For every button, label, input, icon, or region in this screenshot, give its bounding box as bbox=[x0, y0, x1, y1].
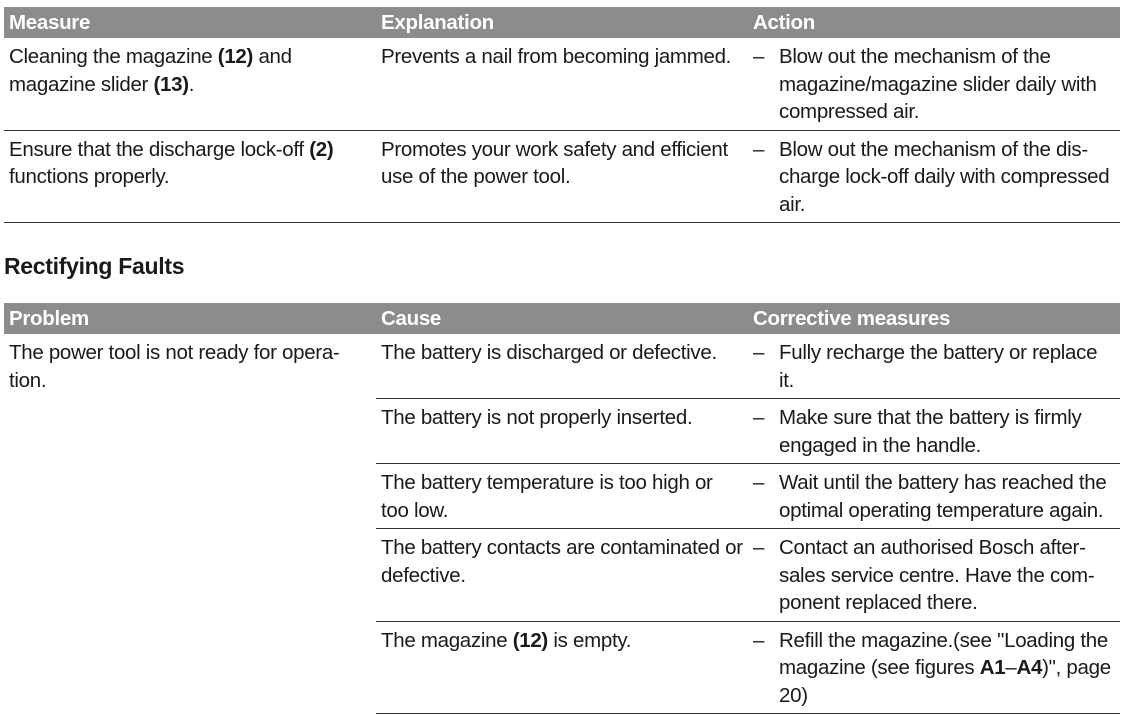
faults-table bbox=[4, 303, 1120, 714]
maintenance-header-row bbox=[4, 7, 1120, 38]
dash-bullet: – bbox=[753, 536, 765, 559]
dash-bullet: – bbox=[753, 628, 765, 652]
measure-cell: Cleaning the magazine (12) and magazine slider (13). bbox=[4, 38, 376, 130]
explanation-cell: Promotes your work safety and efficient use of the power tool. bbox=[376, 130, 748, 223]
dash-bullet: – bbox=[753, 471, 765, 494]
header-measure: Measure bbox=[4, 7, 376, 38]
figure-ref: A1 bbox=[979, 656, 1006, 679]
header-corrective: Corrective measures bbox=[748, 303, 1120, 334]
dash-bullet: – bbox=[753, 406, 765, 429]
measure-cell: Ensure that the discharge lock-off (2) functions properly. bbox=[4, 130, 376, 223]
table-row bbox=[4, 130, 1120, 223]
header-action: Action bbox=[748, 7, 1120, 38]
maintenance-table bbox=[4, 7, 1120, 223]
remedy-cell: – Fully recharge the battery or replace it. bbox=[748, 334, 1120, 399]
explanation-cell: Prevents a nail from becoming jammed. bbox=[376, 38, 748, 130]
dash-bullet: – bbox=[753, 137, 765, 161]
action-cell: – Blow out the mechanism of the dis-charge lock-off daily with compressed air. bbox=[748, 130, 1120, 223]
part-ref: (12) bbox=[512, 628, 548, 652]
action-cell: – Blow out the mechanism of the magazine/magazine slider daily with compressed air. bbox=[748, 38, 1120, 130]
faults-header-row bbox=[4, 303, 1120, 334]
figure-ref: A4 bbox=[1016, 656, 1043, 679]
cause-cell: The magazine (12) is empty. bbox=[376, 621, 748, 714]
header-problem: Problem bbox=[4, 303, 376, 334]
part-ref: (12) bbox=[217, 45, 254, 68]
cause-cell: The battery contacts are contaminated or defective. bbox=[376, 529, 748, 622]
cause-cell: The battery is discharged or defective. bbox=[376, 334, 748, 399]
cause-cell: The battery is not properly inserted. bbox=[376, 399, 748, 464]
header-cause: Cause bbox=[376, 303, 748, 334]
remedy-cell: – Contact an authorised Bosch after-sales service centre. Have the com-ponent replaced there. bbox=[748, 529, 1120, 622]
header-explanation: Explanation bbox=[376, 7, 748, 38]
dash-bullet: – bbox=[753, 341, 765, 364]
remedy-cell: – Make sure that the battery is firmly engaged in the handle. bbox=[748, 399, 1120, 464]
cause-cell: The battery temperature is too high or too low. bbox=[376, 464, 748, 529]
part-ref: (2) bbox=[309, 137, 334, 161]
part-ref: (13) bbox=[153, 72, 189, 96]
section-heading: Rectifying Faults bbox=[4, 253, 185, 279]
table-row bbox=[4, 334, 1120, 399]
remedy-cell: – Refill the magazine.(see "Loading the magazine (see figures A1–A4)", page 20) bbox=[748, 621, 1120, 714]
remedy-cell: – Wait until the battery has reached the optimal operating temperature again. bbox=[748, 464, 1120, 529]
problem-cell: The power tool is not ready for opera-tion. bbox=[9, 341, 340, 392]
dash-bullet: – bbox=[753, 45, 765, 68]
table-row bbox=[4, 38, 1120, 130]
